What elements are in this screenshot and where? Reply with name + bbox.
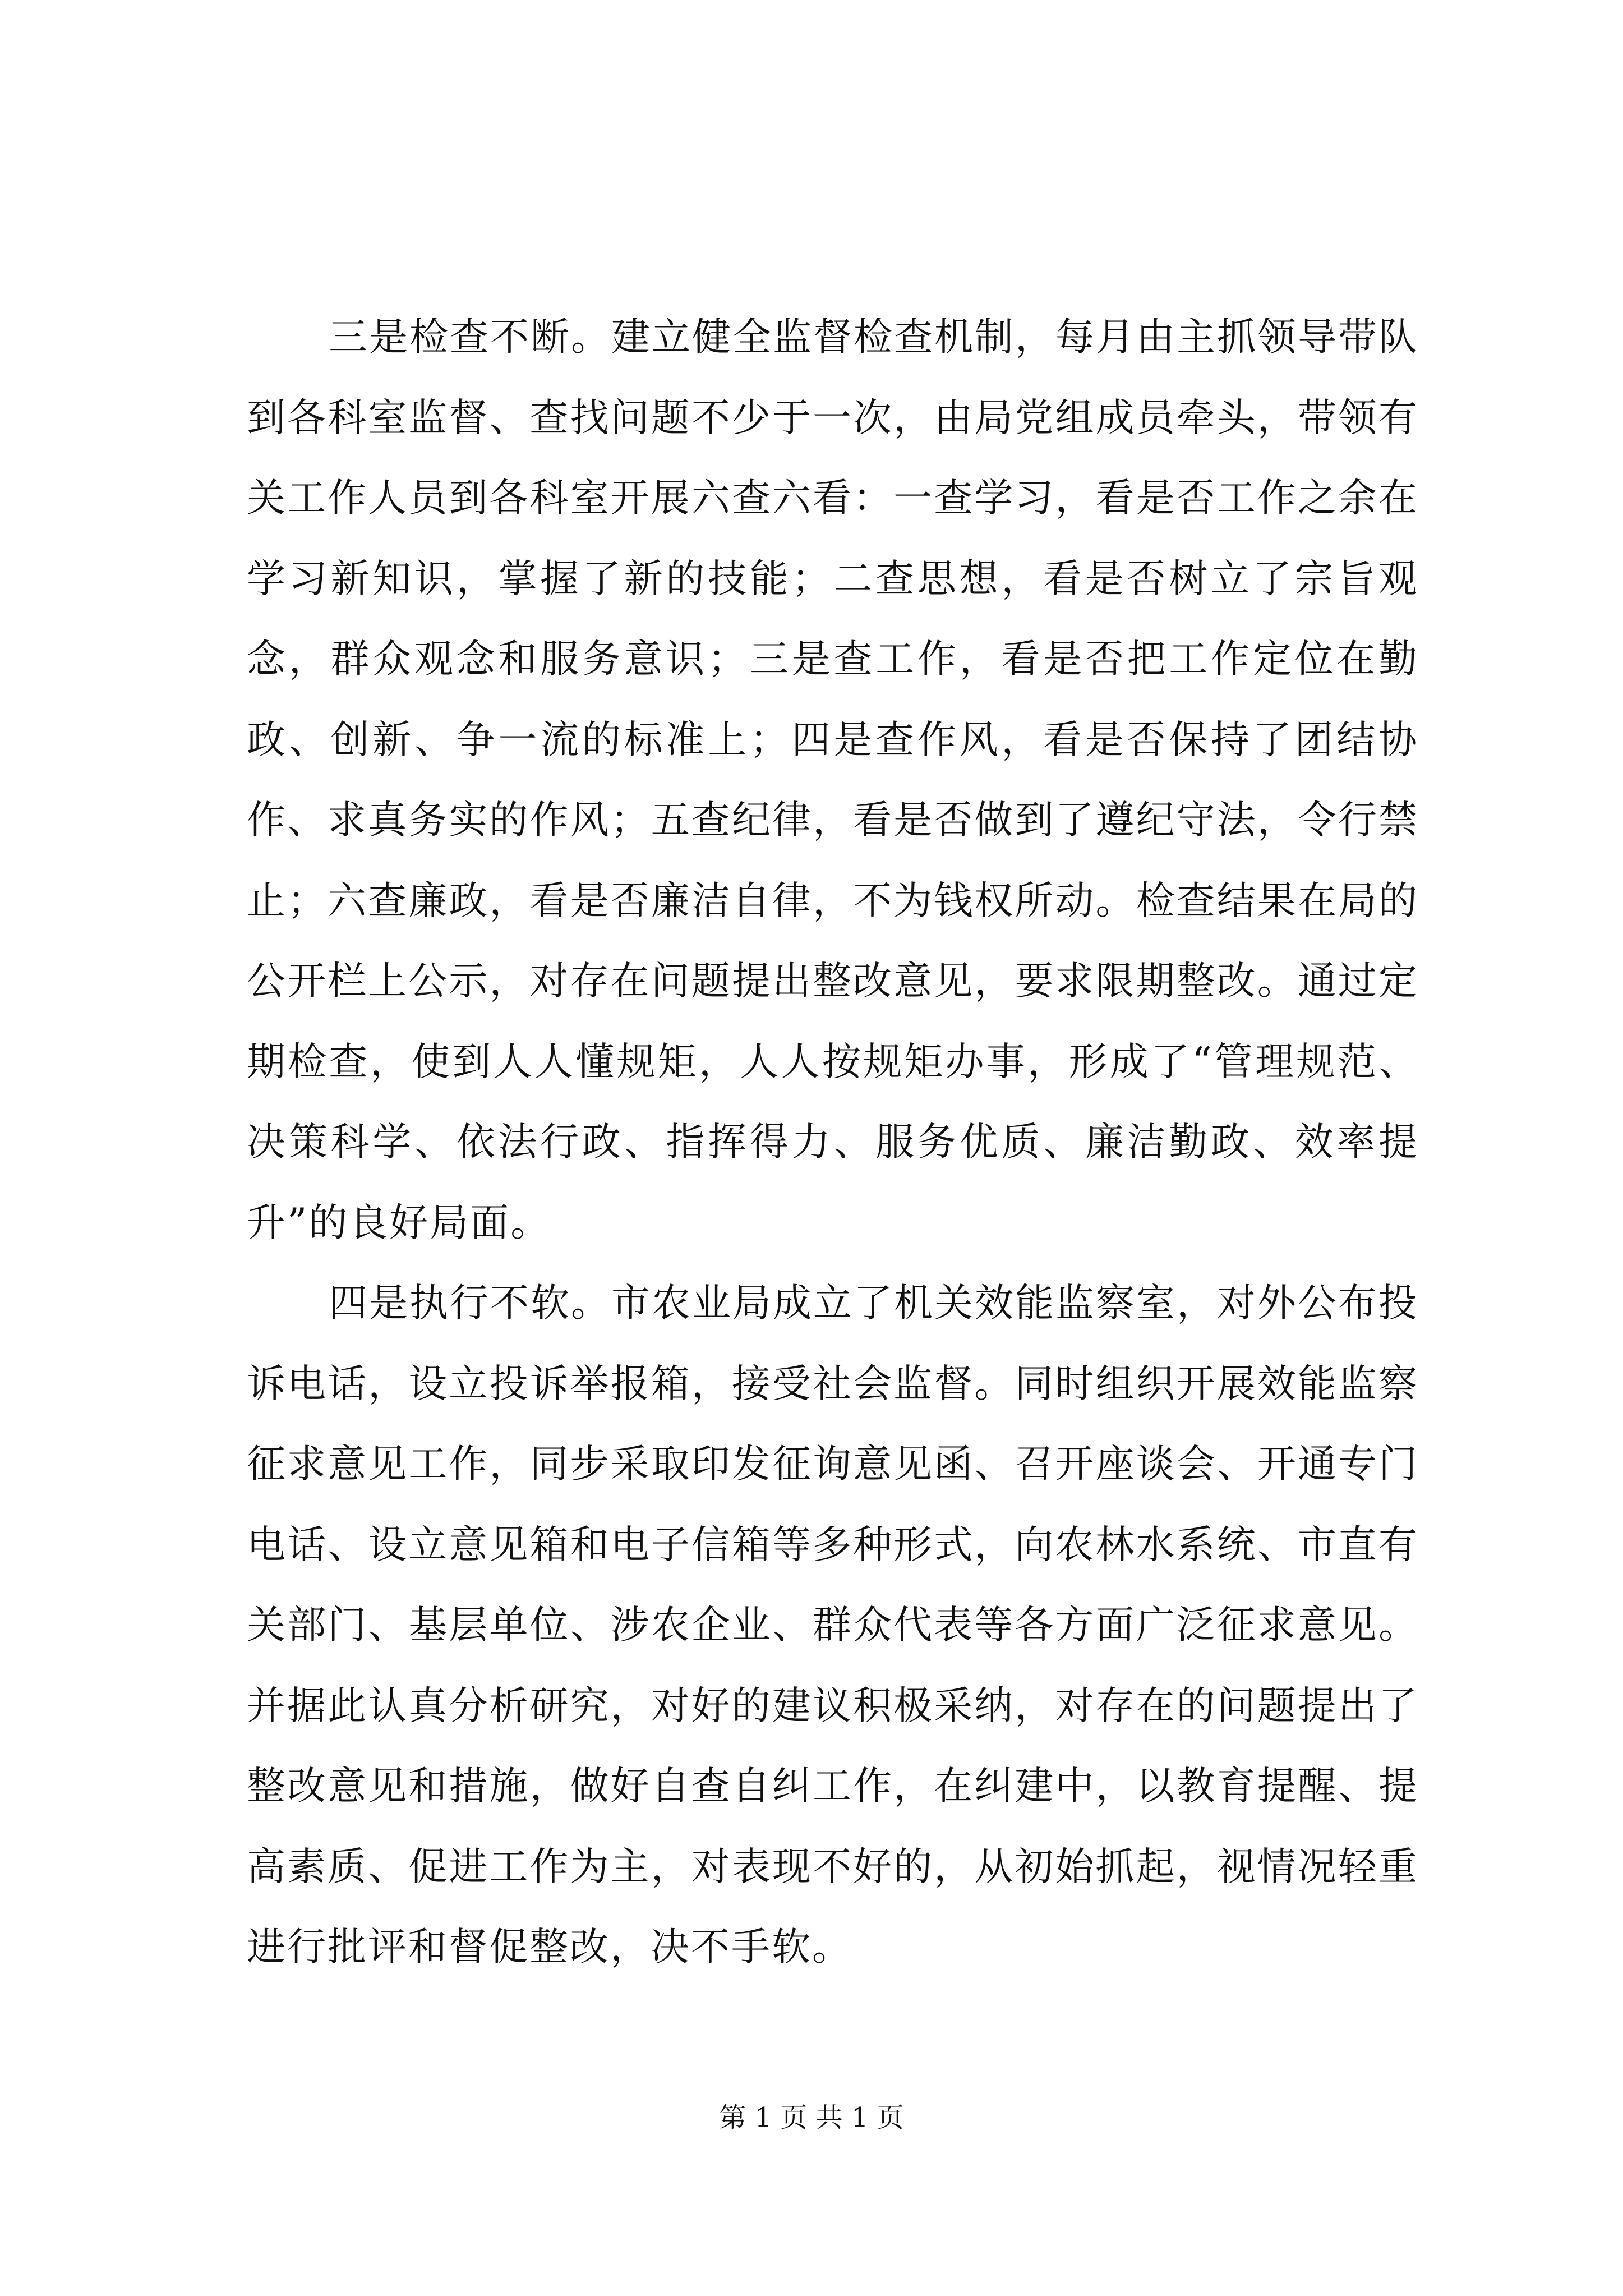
document-body [247, 297, 1419, 1988]
paragraph-enforcement: 四是执行不软。市农业局成立了机关效能监察室，对外公布投诉电话，设立投诉举报箱，接受社会监督。同时组织开展效能监察征求意见工作，同步采取印发征询意见函、召开座谈会、开通专门电话、设立意见箱和电子信箱等多种形式，向农林水系统、市直有关部门、基层单位、涉农企业、群众代表等各方面广泛征求意见。并据此认真分析研究，对好的建议积极采纳，对存在的问题提出了整改意见和措施，做好自查自纠工作，在纠建中，以教育提醒、提高素质、促进工作为主，对表现不好的，从初始抓起，视情况轻重进行批评和督促整改，决不手软。 [247, 1281, 1419, 1970]
page-footer: 第 1 页 共 1 页 [719, 2102, 904, 2133]
paragraph-inspection: 三是检查不断。建立健全监督检查机制，每月由主抓领导带队到各科室监督、查找问题不少于一次，由局党组成员牵头，带领有关工作人员到各科室开展六查六看：一查学习，看是否工作之余在学习新知识，掌握了新的技能；二查思想，看是否树立了宗旨观念，群众观念和服务意识；三是查工作，看是否把工作定位在勤政、创新、争一流的标准上；四是查作风，看是否保持了团结协作、求真务实的作风；五查纪律，看是否做到了遵纪守法，令行禁止；六查廉政，看是否廉洁自律，不为钱权所动。检查结果在局的公开栏上公示，对存在问题提出整改意见，要求限期整改。通过定期检查，使到人人懂规矩，人人按规矩办事，形成了“管理规范、决策科学、依法行政、指挥得力、服务优质、廉洁勤政、效率提升”的良好局面。 [247, 315, 1419, 1245]
